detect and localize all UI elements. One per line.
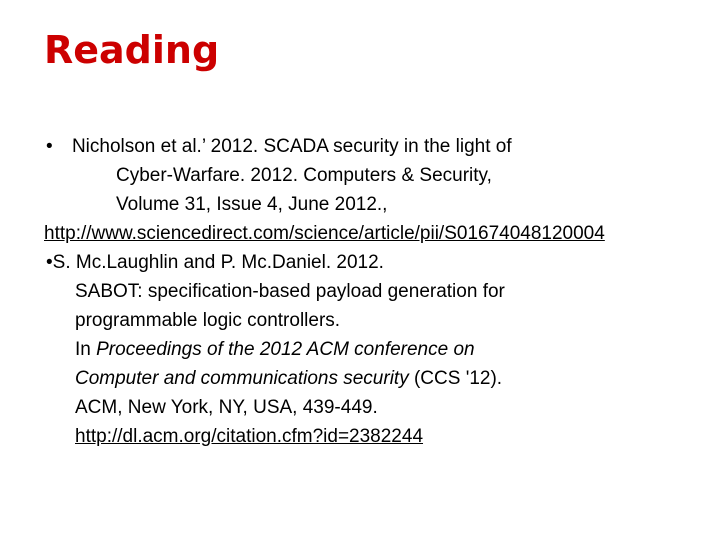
- reference-2-proceedings-title: Proceedings of the 2012 ACM conference on: [96, 339, 475, 360]
- reference-1-authors-title: Nicholson et al.’ 2012. SCADA security in the light of: [71, 136, 512, 157]
- reference-2-url-row: [75, 425, 423, 449]
- reference-1-line-2: Cyber-Warfare. 2012. Computers & Security,: [116, 165, 492, 186]
- reference-2-in-prefix: In: [75, 339, 97, 360]
- bullet: •: [46, 252, 53, 273]
- reference-2-line-3: programmable logic controllers.: [75, 310, 341, 331]
- reference-1-line-3: Volume 31, Issue 4, June 2012.,: [116, 194, 388, 215]
- reference-2-line-4: [75, 338, 475, 362]
- reference-1-line-1: [46, 135, 512, 159]
- reference-1-url-link[interactable]: http://www.sciencedirect.com/science/article/pii/S01674048120004: [44, 223, 605, 244]
- reference-1-url-row: [44, 222, 605, 246]
- slide-title: Reading: [44, 28, 220, 72]
- reference-2-url-link[interactable]: http://dl.acm.org/citation.cfm?id=2382244: [75, 426, 424, 447]
- reference-2-line-1: [46, 251, 384, 275]
- bullet: •: [46, 136, 53, 157]
- reference-2-proceedings-title-cont: Computer and communications security: [75, 368, 409, 389]
- reference-2-conference-abbrev: (CCS '12).: [408, 368, 503, 389]
- reference-2-authors: S. Mc.Laughlin and P. Mc.Daniel. 2012.: [52, 252, 384, 273]
- reference-2-line-5: [75, 367, 502, 391]
- reference-2-line-2: SABOT: specification-based payload generation for: [75, 281, 505, 302]
- reference-2-line-6: ACM, New York, NY, USA, 439-449.: [75, 397, 378, 418]
